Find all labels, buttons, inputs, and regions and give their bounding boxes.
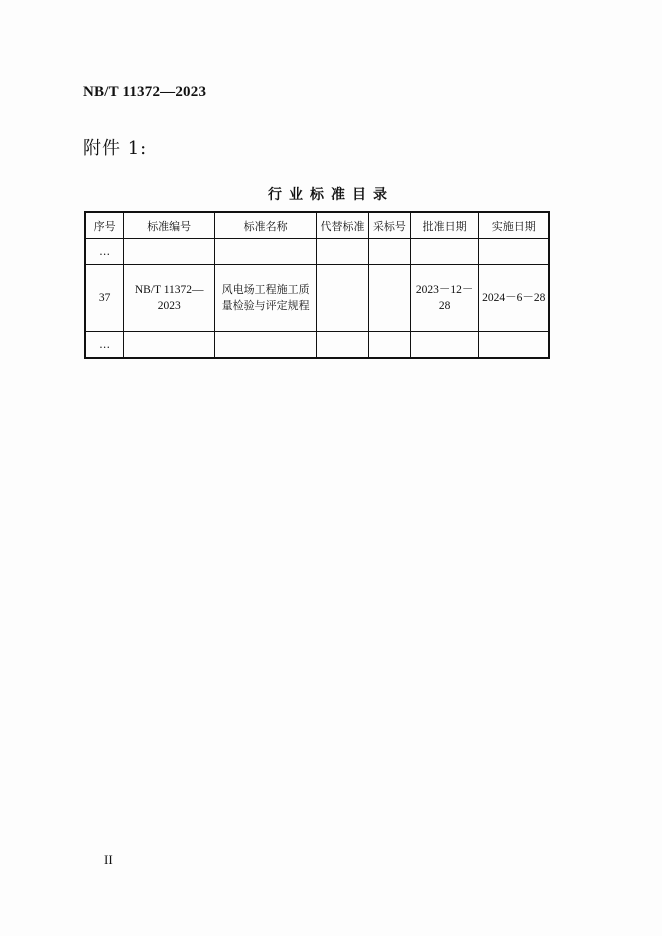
table-row <box>85 265 549 332</box>
cell-replaced-standard <box>317 265 369 332</box>
cell-standard-name: 风电场工程施工质量检验与评定规程 <box>215 265 317 332</box>
cell-standard-name <box>215 239 317 265</box>
cell-implementation-date: 2024－6－28 <box>479 265 549 332</box>
cell-standard-number <box>124 239 215 265</box>
header-implementation-date: 实施日期 <box>479 212 549 239</box>
cell-replaced-standard <box>317 239 369 265</box>
attachment-label: 附件 1: <box>83 138 148 159</box>
standards-catalog-table <box>84 211 550 359</box>
cell-replaced-standard <box>317 332 369 359</box>
cell-implementation-date <box>479 332 549 359</box>
cell-adopted-number <box>368 265 410 332</box>
cell-approval-date: 2023－12－28 <box>410 265 479 332</box>
standard-code: NB/T 11372—2023 <box>83 84 207 100</box>
cell-adopted-number <box>368 332 410 359</box>
cell-approval-date <box>410 239 479 265</box>
cell-adopted-number <box>368 239 410 265</box>
header-serial-number: 序号 <box>85 212 124 239</box>
cell-standard-number: NB/T 11372—2023 <box>124 265 215 332</box>
table-row <box>85 332 549 359</box>
cell-approval-date <box>410 332 479 359</box>
cell-standard-name <box>215 332 317 359</box>
cell-serial: 37 <box>85 265 124 332</box>
cell-serial: … <box>85 332 124 359</box>
page-number: II <box>104 852 113 867</box>
cell-standard-number <box>124 332 215 359</box>
header-standard-number: 标准编号 <box>124 212 215 239</box>
cell-implementation-date <box>479 239 549 265</box>
cell-serial: … <box>85 239 124 265</box>
table-header-row <box>85 212 549 239</box>
header-adopted-number: 采标号 <box>368 212 410 239</box>
table-row <box>85 239 549 265</box>
header-replaced-standard: 代替标准 <box>317 212 369 239</box>
table-title: 行业标准目录 <box>268 187 394 203</box>
header-approval-date: 批准日期 <box>410 212 479 239</box>
header-standard-name: 标准名称 <box>215 212 317 239</box>
